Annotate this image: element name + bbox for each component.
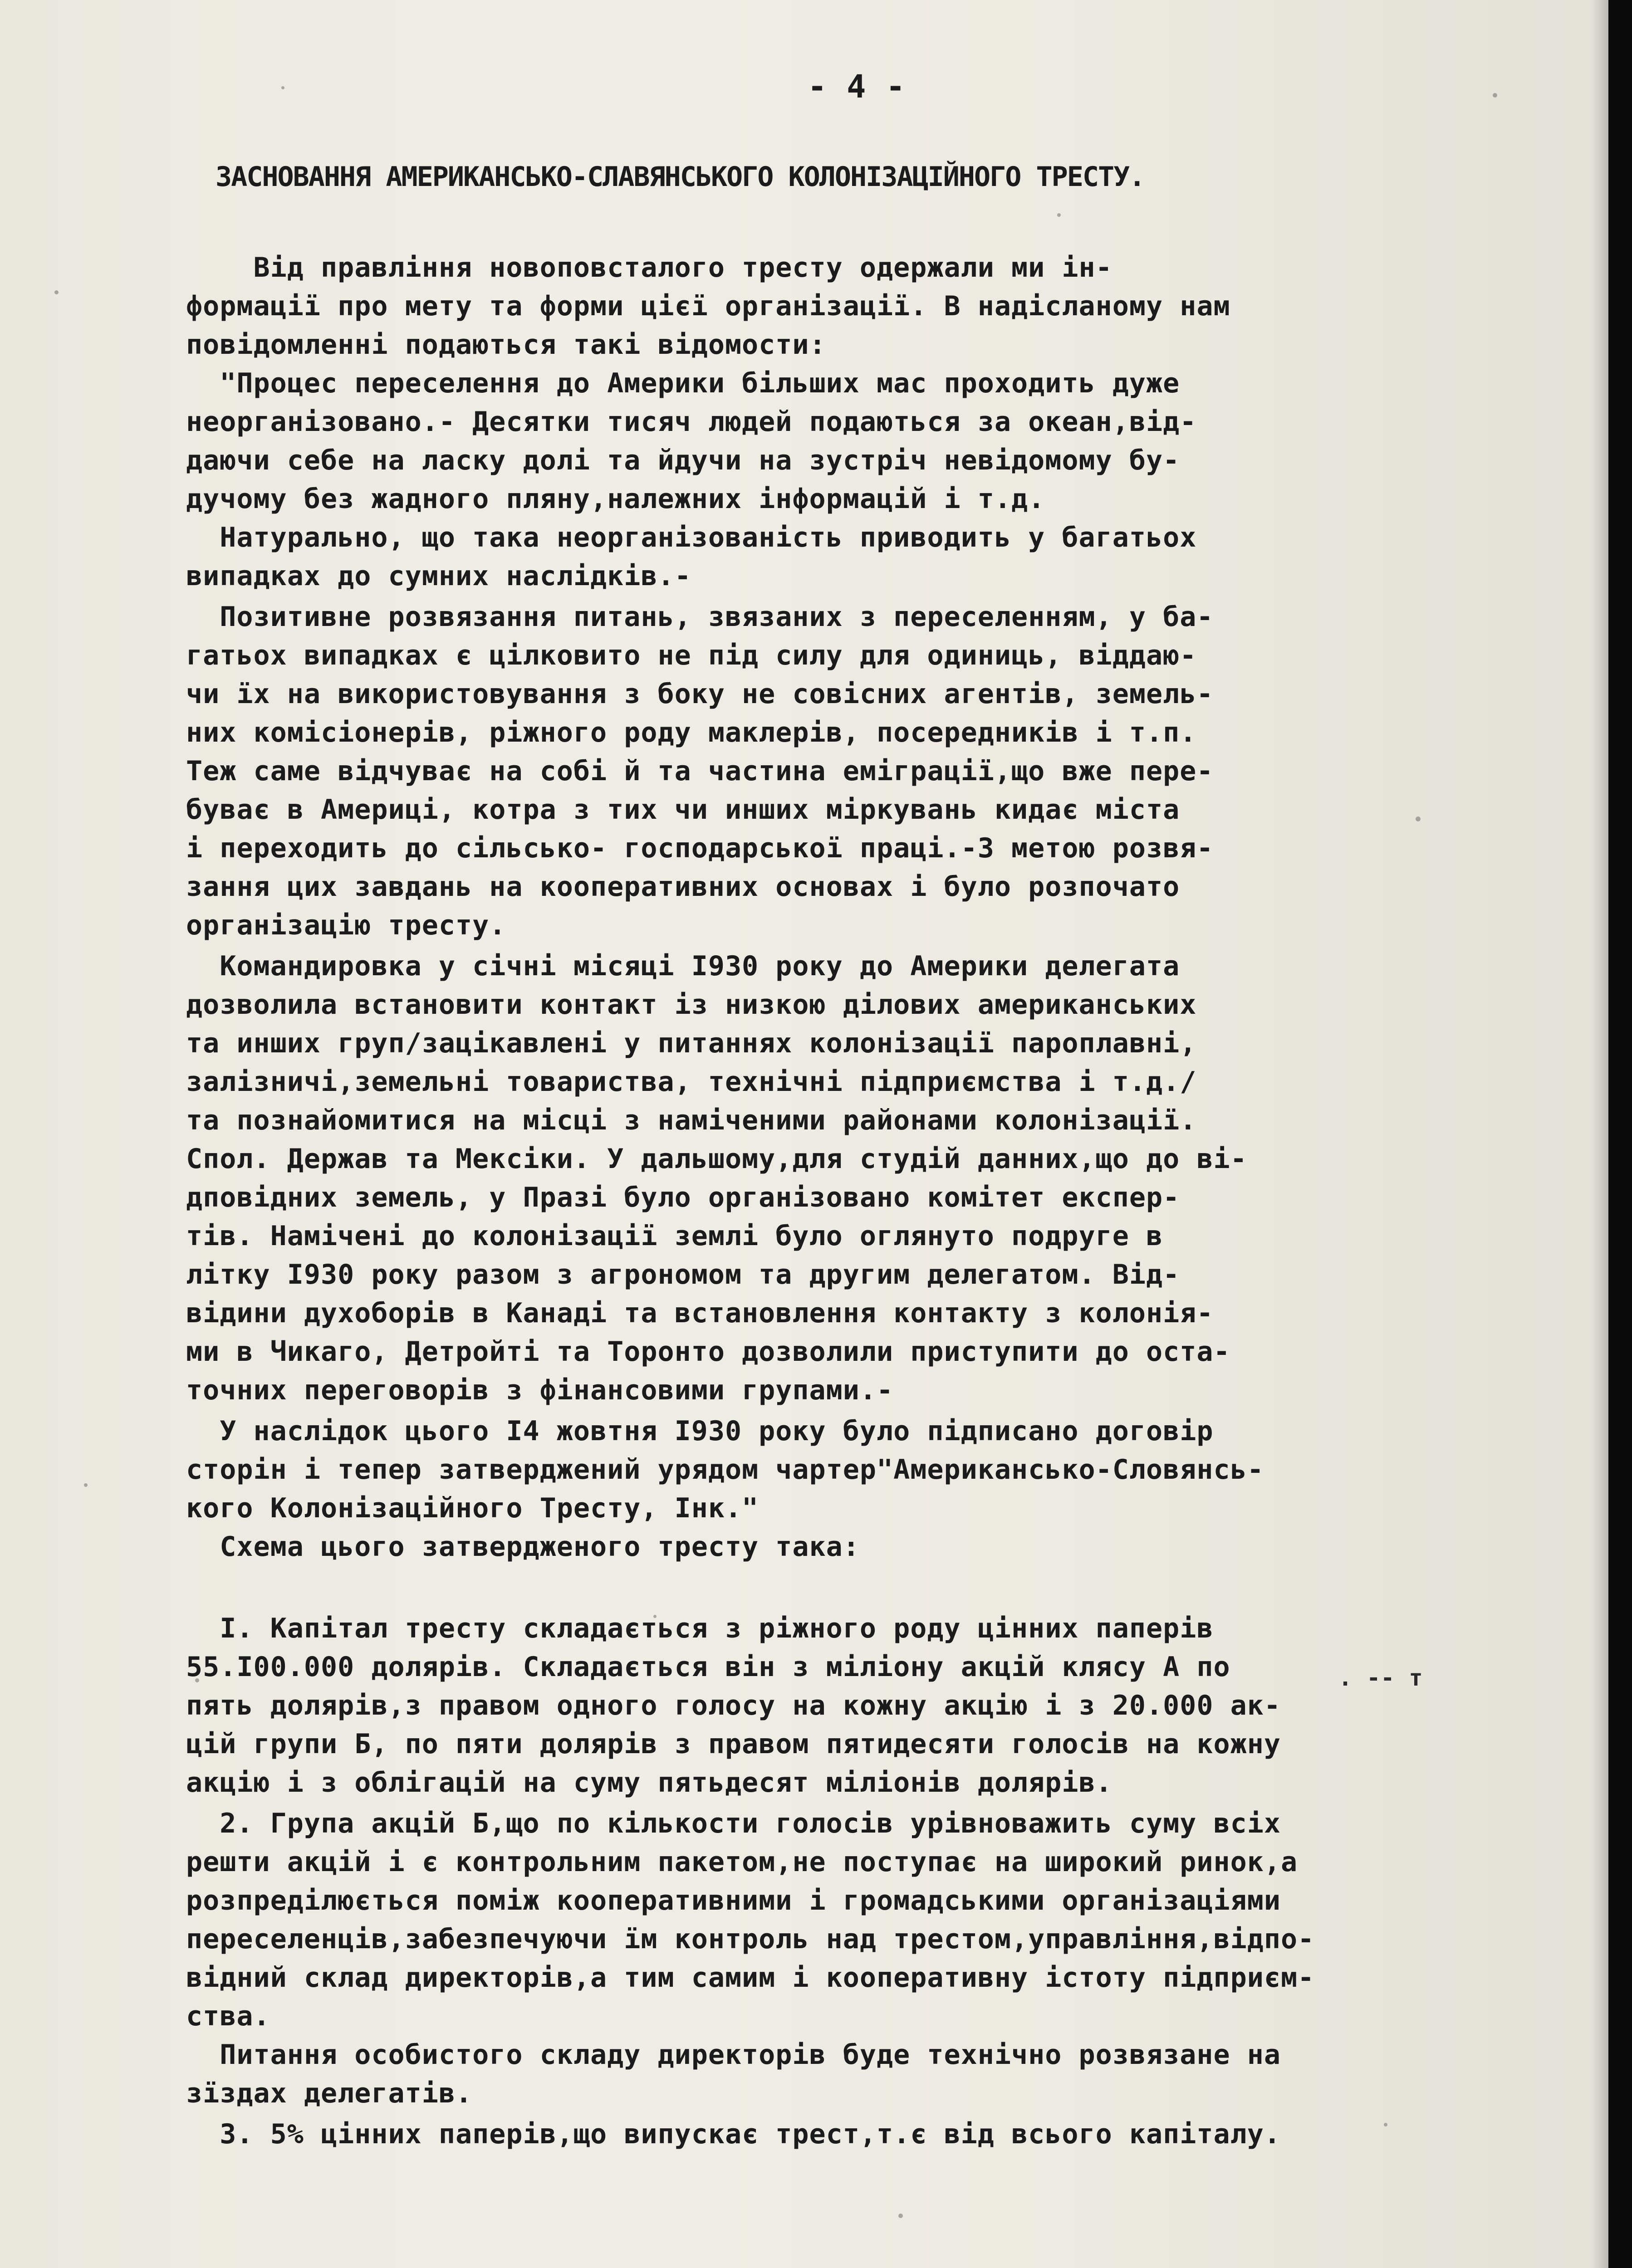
text-line: чи їх на використовування з боку не совісних агентів, земель- bbox=[186, 678, 1214, 710]
text-line: І. Капітал тресту складається з ріжного роду цінних паперів bbox=[186, 1613, 1214, 1644]
text-line: Від правління новоповсталого тресту одержали ми ін- bbox=[186, 252, 1113, 284]
text-line: гатьох випадках є цілковито не під силу для одиниць, віддаю- bbox=[186, 640, 1197, 671]
text-line: Спол. Держав та Мексіки. У дальшому,для студій данних,що до ві- bbox=[186, 1143, 1247, 1175]
text-line: повідомленні подаються такі відомости: bbox=[186, 329, 826, 361]
text-line: дозволила встановити контакт із низкою ділових американських bbox=[186, 989, 1197, 1021]
text-line: ства. bbox=[186, 2000, 270, 2032]
text-line: зїздах делегатів. bbox=[186, 2077, 473, 2109]
page-number: - 4 - bbox=[808, 68, 906, 105]
text-line: Питання особистого складу директорів буде технічно розвязане на bbox=[186, 2039, 1281, 2071]
text-line: У наслідок цього І4 жовтня І930 року було підписано договір bbox=[186, 1415, 1214, 1447]
text-line: розпреділюється поміж кооперативними і громадськими організаціями bbox=[186, 1885, 1281, 1916]
text-line: акцію і з облігацій на суму пятьдесят міліонів долярів. bbox=[186, 1767, 1113, 1799]
text-line: зання цих завдань на кооперативних основах і було розпочато bbox=[186, 871, 1180, 903]
text-line: Позитивне розвязання питань, звязаних з переселенням, у ба- bbox=[186, 601, 1214, 633]
text-line: переселенців,забезпечуючи їм контроль над трестом,управління,відпо- bbox=[186, 1923, 1315, 1955]
text-line: випадках до сумних наслідків.- bbox=[186, 560, 691, 592]
text-line: 3. 5% цінних паперів,що випускає трест,т.є від всього капіталу. bbox=[186, 2118, 1281, 2150]
text-line: та познайомитися на місці з наміченими районами колонізації. bbox=[186, 1105, 1197, 1136]
text-line: точних переговорів з фінансовими групами.- bbox=[186, 1374, 894, 1406]
text-line: кого Колонізаційного Тресту, Інк." bbox=[186, 1492, 759, 1524]
text-line: Теж саме відчуває на собі й та частина еміграції,що вже пере- bbox=[186, 755, 1214, 787]
document-heading: ЗАСНОВАННЯ АМЕРИКАНСЬКО-СЛАВЯНСЬКОГО КОЛОНІЗАЦІЙНОГО ТРЕСТУ. bbox=[216, 161, 1145, 193]
text-line: ми в Чикаго, Детройті та Торонто дозволили приступити до оста- bbox=[186, 1336, 1230, 1368]
text-line: пять долярів,з правом одного голосу на кожну акцію і з 20.000 ак- bbox=[186, 1690, 1281, 1721]
text-line: Схема цього затвердженого тресту така: bbox=[186, 1531, 860, 1563]
text-line: формації про мету та форми цієї організації. В надісланому нам bbox=[186, 290, 1230, 322]
text-line: та инших груп/зацікавлені у питаннях колонізації пароплавні, bbox=[186, 1027, 1197, 1059]
text-line: літку І930 року разом з агрономом та другим делегатом. Від- bbox=[186, 1259, 1180, 1290]
text-line: даючи себе на ласку долі та йдучи на зустріч невідомому бу- bbox=[186, 445, 1180, 476]
text-line: відини духоборів в Канаді та встановлення контакту з колонія- bbox=[186, 1297, 1214, 1329]
text-line: і переходить до сільсько- господарської праці.-З метою розвя- bbox=[186, 832, 1214, 864]
text-line: решти акцій і є контрольним пакетом,не поступає на широкий ринок,а bbox=[186, 1846, 1298, 1878]
text-line: дучому без жадного пляну,належних інформацій і т.д. bbox=[186, 483, 1045, 515]
text-line: неорганізовано.- Десятки тисяч людей подаються за океан,від- bbox=[186, 406, 1197, 438]
text-line: тів. Намічені до колонізації землі було оглянуто подруге в bbox=[186, 1220, 1163, 1252]
stray-typewriter-marks: . -- т bbox=[1338, 1665, 1423, 1691]
text-line: Натурально, що така неорганізованість приводить у багатьох bbox=[186, 522, 1197, 553]
text-line: сторін і тепер затверджений урядом чартер"Американсько-Словянсь- bbox=[186, 1454, 1264, 1486]
text-line: Командировка у січні місяці І930 року до Америки делегата bbox=[186, 950, 1180, 982]
text-line: 2. Група акцій Б,що по кількости голосів урівноважить суму всіх bbox=[186, 1808, 1281, 1839]
text-line: відний склад директорів,а тим самим і кооперативну істоту підприєм- bbox=[186, 1962, 1315, 1994]
text-line: них комісіонерів, ріжного роду маклерів, посередників і т.п. bbox=[186, 717, 1197, 748]
text-line: 55.І00.000 долярів. Складається він з міліону акцій кляcу А по bbox=[186, 1651, 1230, 1683]
text-line: "Процес переселення до Америки більших мас проходить дуже bbox=[186, 367, 1180, 399]
text-line: залізничі,земельні товариства, технічні підприємства і т.д./ bbox=[186, 1066, 1197, 1098]
text-line: дповідних земель, у Празі було організовано комітет експер- bbox=[186, 1182, 1180, 1213]
text-line: організацію тресту. bbox=[186, 909, 506, 941]
text-line: цій групи Б, по пяти долярів з правом пятидесяти голосів на кожну bbox=[186, 1728, 1281, 1760]
text-line: буває в Америці, котра з тих чи инших міркувань кидає міста bbox=[186, 794, 1180, 826]
